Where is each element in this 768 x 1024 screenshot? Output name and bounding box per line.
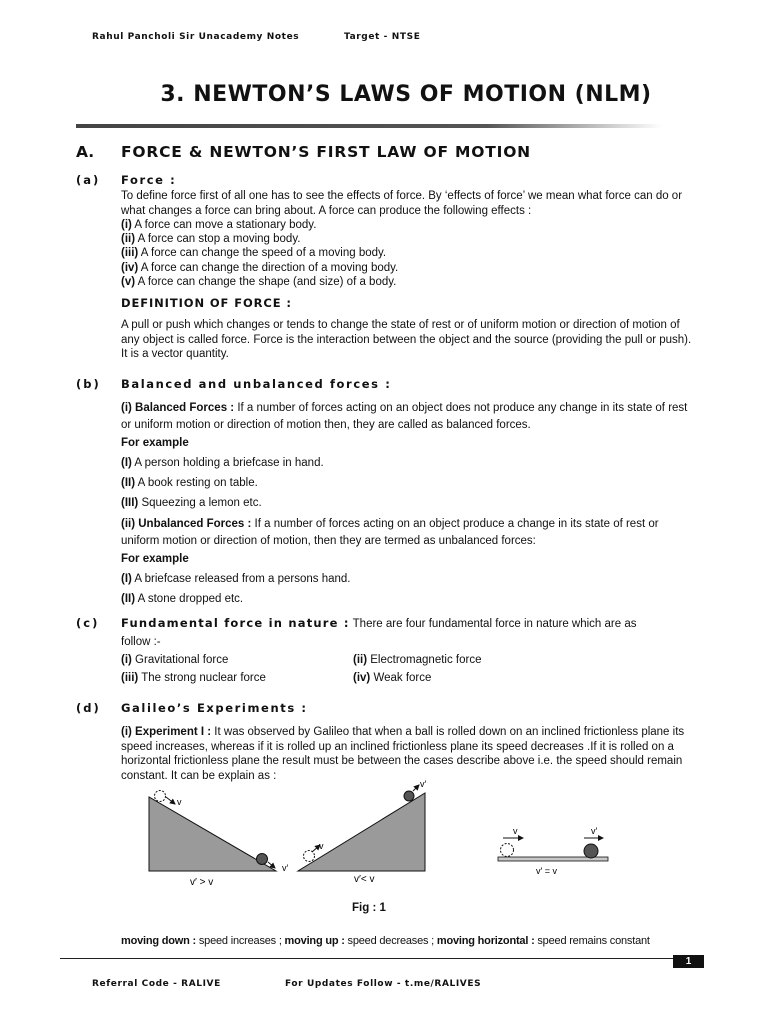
force-type-item: (ii) Electromagnetic force [353,654,482,666]
velocity-arrow [166,797,175,804]
header-notes-title: Rahul Pancholi Sir Unacademy Notes [92,32,300,42]
balanced-definition: (i) Balanced Forces : If a number of forces acting on an object does not produce any change in its state of rest or uniform motion or direction of motion then, they are called as balanced forces. [121,402,688,431]
subsection-a-label: (a) [76,173,101,187]
for-example-label: For example [121,437,189,449]
section-a-title: FORCE & NEWTON’S FIRST LAW OF MOTION [121,143,531,161]
header-target: Target - NTSE [344,32,421,42]
force-heading: Force : [121,173,177,187]
effect-item: (iii) A force can change the speed of a moving body. [121,247,387,259]
ball-start-dashed [501,844,514,857]
v-prime-label: v′ [420,779,427,789]
ball-end [584,844,598,858]
ball-start-dashed [155,791,166,802]
velocity-arrow [413,785,419,791]
page-number: 1 [673,955,704,968]
incline-up [298,793,425,871]
example-item: (II) A stone dropped etc. [121,593,244,605]
subsection-d-label: (d) [76,701,101,715]
effect-item: (v) A force can change the shape (and size) of a body. [121,276,397,288]
galileo-figure [0,770,768,900]
referral-code: Referral Code - RALIVE [92,979,221,989]
ball-end [257,854,268,865]
down-caption: v′ > v [190,877,214,888]
fundamental-force-line: Fundamental force in nature : There are four fundamental force in nature which are as [121,616,637,630]
example-item: (II) A book resting on table. [121,477,258,489]
ball-end [404,791,414,801]
subsection-c-label: (c) [76,616,100,630]
unbalanced-definition: (ii) Unbalanced Forces : If a number of forces acting on an object produce a change in its state of rest or uniform motion or direction of motion, then they are termed as unbalanced forces: [121,518,659,547]
galileo-heading: Galileo’s Experiments : [121,701,308,715]
experiment-text: (i) Experiment I : It was observed by Galileo that when a ball is rolled down on an inclined frictionless plane its speed increases, whereas if it is rolled up an inclined frictionless plane its speed decreases .If it is rolled on a horizontal frictionless plane the result must be between the cases describe above i.e. the speed should remain constant. It can be explain as : [121,726,685,782]
v-prime-label: v′ [282,863,289,873]
v-label: v [177,797,182,807]
v-label: v [513,826,518,836]
definition-heading: DEFINITION OF FORCE : [121,296,292,310]
subsection-b-label: (b) [76,377,101,391]
balanced-heading: Balanced and unbalanced forces : [121,377,392,391]
title-underline [76,124,662,128]
force-type-item: (iii) The strong nuclear force [121,672,266,684]
example-item: (I) A briefcase released from a persons hand. [121,573,351,585]
figure-caption: Fig : 1 [352,902,386,914]
chapter-title: 3. NEWTON’S LAWS OF MOTION (NLM) [160,82,652,107]
footer-rule [60,958,704,959]
force-type-item: (iv) Weak force [353,672,432,684]
force-type-item: (i) Gravitational force [121,654,229,666]
ball-start-dashed [304,851,315,862]
fundamental-force-line2: follow :- [121,636,161,648]
updates-link[interactable]: For Updates Follow - t.me/RALIVES [285,979,482,989]
flat-caption: v′ = v [536,866,557,876]
effect-item: (i) A force can move a stationary body. [121,219,317,231]
force-intro: To define force first of all one has to see the effects of force. By ‘effects of force’ we mean what force can do or what changes a force can bring about. A force can produce the following effects : [121,190,683,217]
v-prime-label: v′ [591,826,598,836]
example-item: (I) A person holding a briefcase in hand. [121,457,324,469]
definition-text: A pull or push which changes or tends to change the state of rest or of uniform motion or direction of motion of any object is called force. Force is the interaction between the object and the source (providing the pull or push). It is a vector quantity. [121,319,692,361]
effect-item: (ii) A force can stop a moving body. [121,233,301,245]
for-example-label: For example [121,553,189,565]
figure-summary: moving down : speed increases ; moving up : speed decreases ; moving horizontal : speed remains constant [121,935,650,947]
up-caption: v′< v [354,874,375,885]
effect-item: (iv) A force can change the direction of a moving body. [121,262,399,274]
example-item: (III) Squeezing a lemon etc. [121,497,262,509]
section-a-letter: A. [76,143,95,161]
v-label: v [319,841,324,851]
